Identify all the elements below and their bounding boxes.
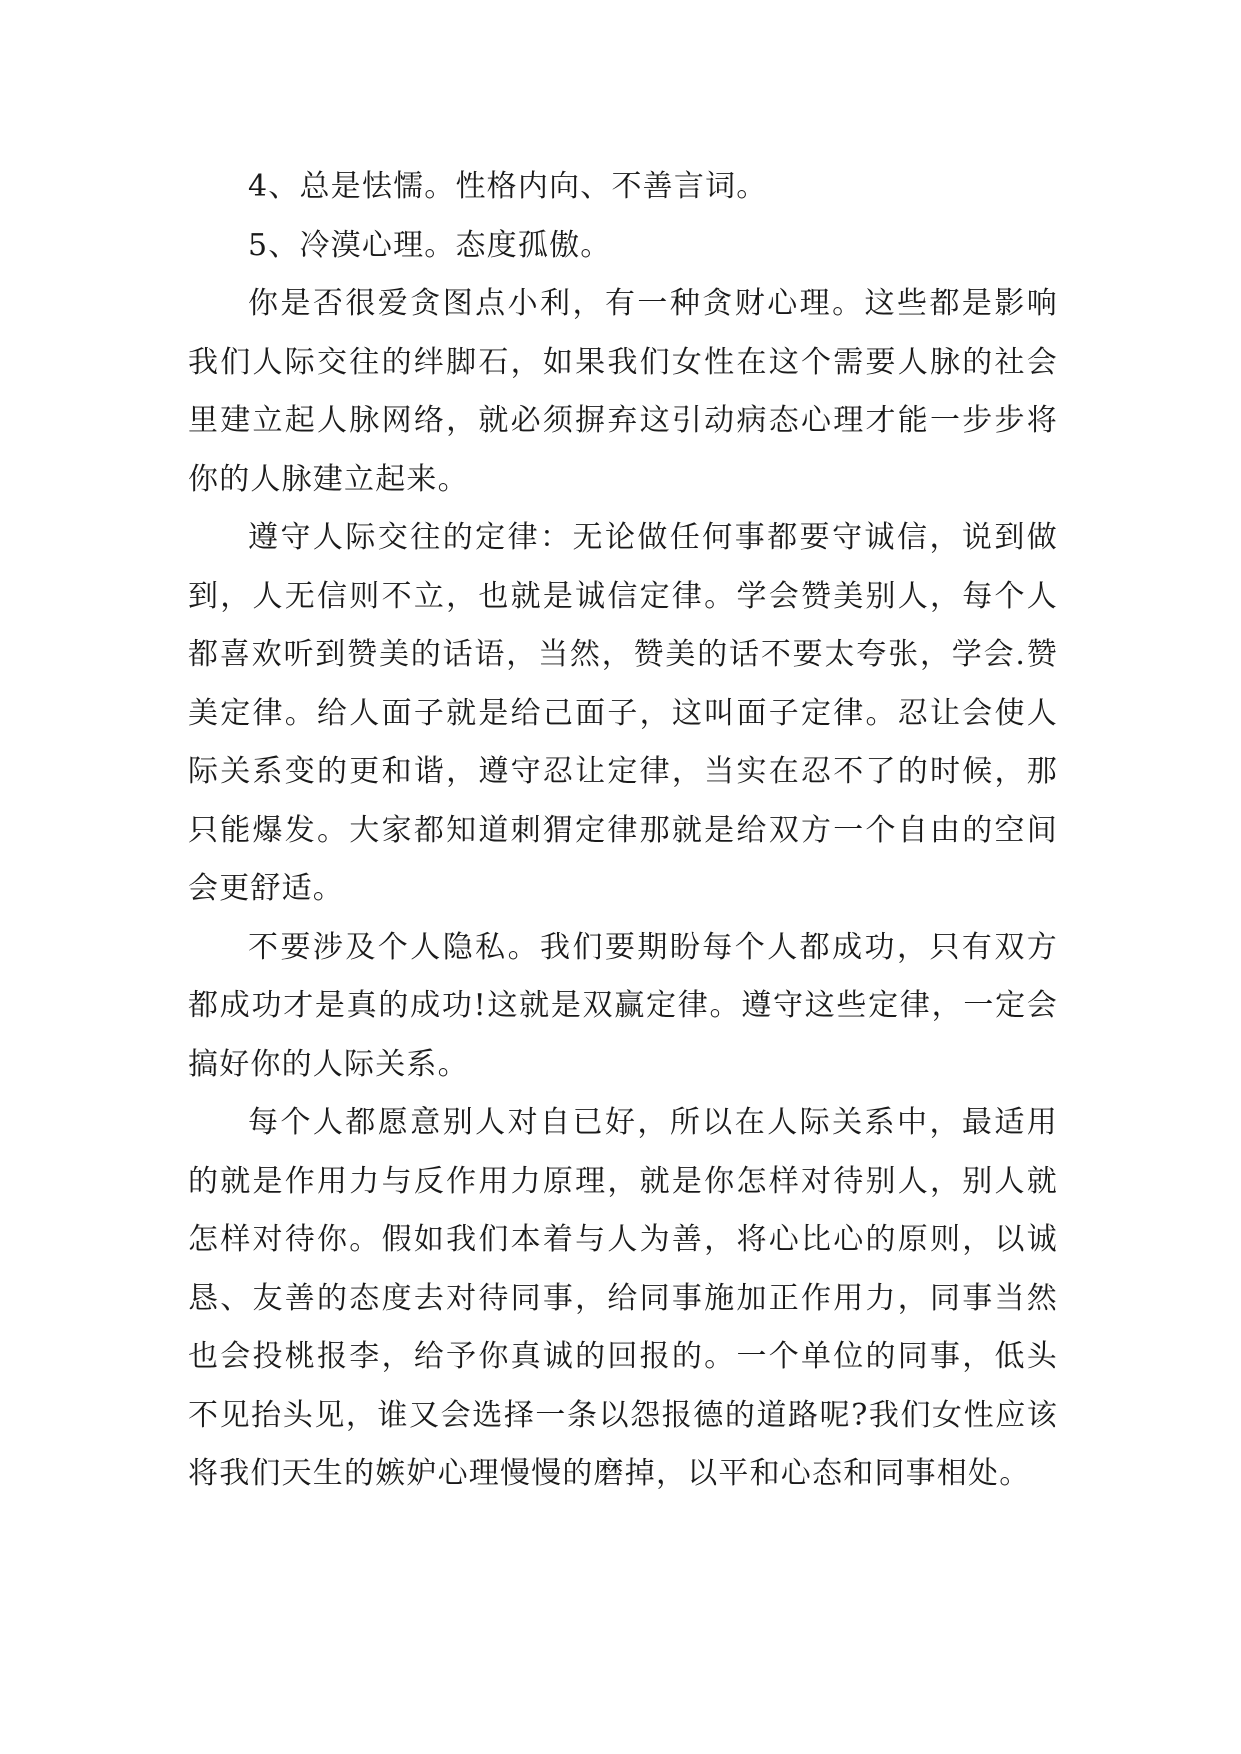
paragraph-privacy: 不要涉及个人隐私。我们要期盼每个人都成功，只有双方都成功才是真的成功!这就是双赢定律。遵守这些定律，一定会搞好你的人际关系。 xyxy=(188,929,1058,1082)
paragraph-greed: 你是否很爱贪图点小利，有一种贪财心理。这些都是影响我们人际交往的绊脚石，如果我们女性在这个需要人脉的社会里建立起人脉网络，就必须摒弃这引动病态心理才能一步步将你的人脉建立起来。 xyxy=(188,286,1058,497)
paragraph-reciprocity: 每个人都愿意别人对自已好，所以在人际关系中，最适用的就是作用力与反作用力原理，就是你怎样对待别人，别人就怎样对待你。假如我们本着与人为善，将心比心的原则，以诚恳、友善的态度去对待同事，给同事施加正作用力，同事当然也会投桃报李，给予你真诚的回报的。一个单位的同事，低头不见抬头见，谁又会选择一条以怨报德的道路呢?我们女性应该将我们天生的嫉妒心理慢慢的磨掉，以平和心态和同事相处。 xyxy=(188,1105,1058,1491)
paragraph-item-4: 4、总是怯懦。性格内向、不善言词。 xyxy=(248,169,768,204)
paragraph-laws: 遵守人际交往的定律：无论做任何事都要守诚信，说到做到，人无信则不立，也就是诚信定律。学会赞美别人，每个人都喜欢听到赞美的话语，当然，赞美的话不要太夸张，学会.赞美定律。给人面子就是给己面子，这叫面子定律。忍让会使人际关系变的更和谐，遵守忍让定律，当实在忍不了的时候，那只能爆发。大家都知道刺猬定律那就是给双方一个自由的空间会更舒适。 xyxy=(188,520,1058,906)
document-body xyxy=(188,158,1058,1504)
paragraph-item-5: 5、冷漠心理。态度孤傲。 xyxy=(248,227,612,263)
